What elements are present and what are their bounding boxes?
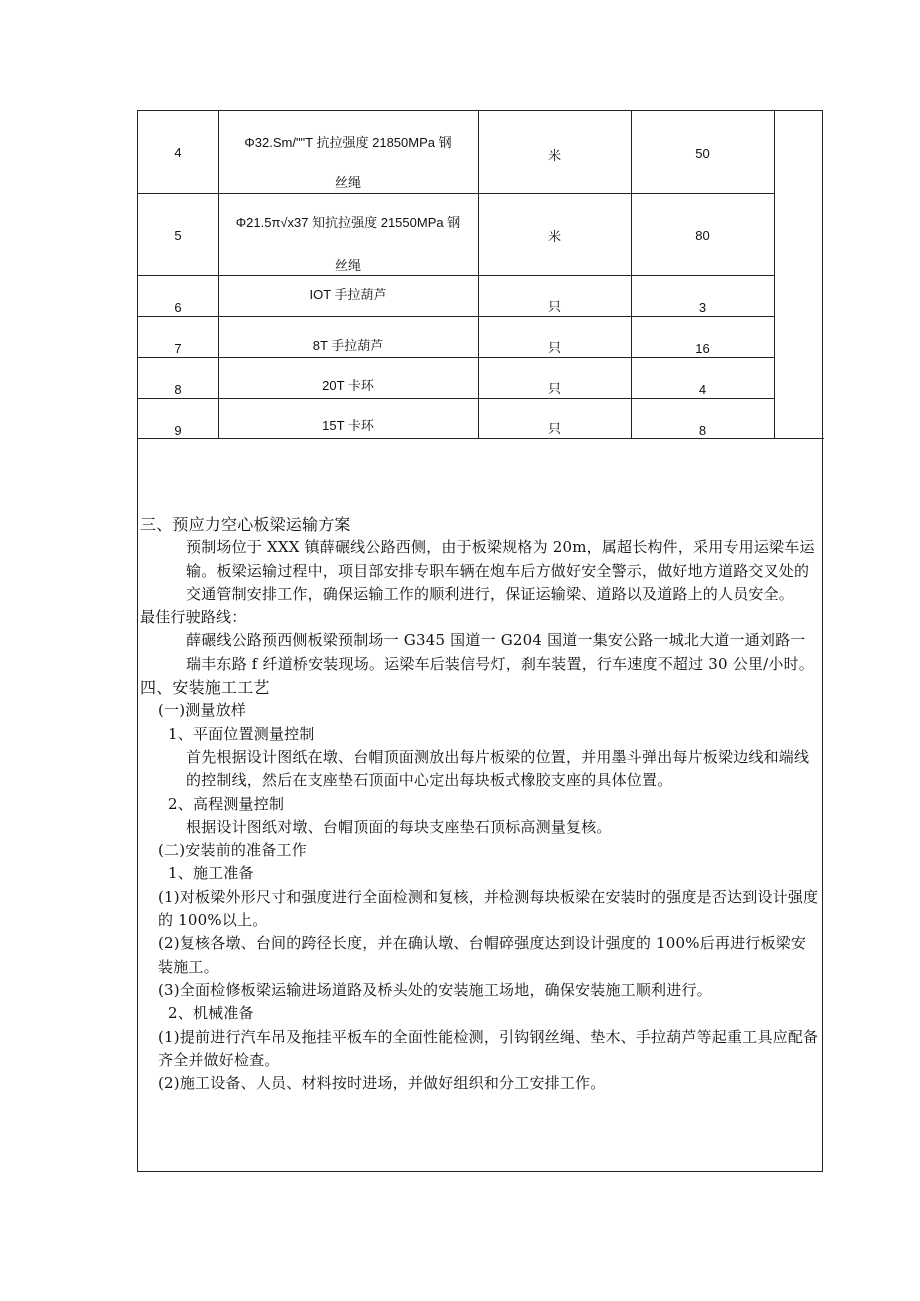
item-qty: 50 <box>695 146 710 161</box>
paragraph: (2)复核各墩、台间的跨径长度，并在确认墩、台帽碎强度达到设计强度的 100%后再进行板梁安装施工。 <box>158 934 807 976</box>
item-unit: 米 <box>547 229 561 244</box>
row-number: 8 <box>174 382 182 397</box>
item-unit: 只 <box>547 299 561 314</box>
item-name-line1: Φ32.Sm/""T 抗拉强度 21850MPa 钢 <box>244 135 452 150</box>
row-number: 5 <box>174 228 182 243</box>
item-heading: 2、高程测量控制 <box>168 794 285 813</box>
item-unit: 米 <box>547 148 561 163</box>
paragraph: (1)提前进行汽车吊及拖挂平板车的全面性能检测，引钩钢丝绳、垫木、手拉葫芦等起重工具应配备齐全并做好检查。 <box>158 1027 819 1069</box>
row-number: 6 <box>174 300 182 315</box>
item-qty: 8 <box>698 423 707 438</box>
section-heading: 四、安装施工工艺 <box>140 678 270 698</box>
item-name-line2: 丝绳 <box>334 175 361 190</box>
table-row-divider <box>138 316 774 317</box>
paragraph: (1)对板梁外形尺寸和强度进行全面检测和复核，并检测每块板梁在安装时的强度是否达到设计强度的 100%以上。 <box>158 887 819 930</box>
item-qty: 80 <box>695 228 710 243</box>
body-text <box>140 513 820 1095</box>
item-heading: 1、平面位置测量控制 <box>168 724 315 743</box>
item-name-line2: 丝绳 <box>334 258 361 273</box>
item-name-line1: Φ21.5π√x37 知抗拉强度 21550MPa 钢 <box>235 215 461 230</box>
item-unit: 只 <box>547 340 561 355</box>
item-unit: 只 <box>547 381 561 396</box>
paragraph: 首先根据设计图纸在墩、台帽顶面测放出每片板梁的位置，并用墨斗弹出每片板梁边线和端线的控制线，然后在支座垫石顶面中心定出每块板式橡胶支座的具体位置。 <box>186 747 810 790</box>
paragraph: (3)全面检修板梁运输进场道路及桥头处的安装施工场地，确保安装施工顺利进行。 <box>158 980 712 999</box>
row-number: 4 <box>174 145 182 160</box>
item-qty: 16 <box>695 341 710 356</box>
item-name: 8T 手拉葫芦 <box>312 338 384 353</box>
item-heading: 2、机械准备 <box>168 1004 254 1023</box>
route-label: 最佳行驶路线： <box>140 608 247 627</box>
item-qty: 4 <box>698 382 707 397</box>
subsection-heading: (二)安装前的准备工作 <box>158 841 307 860</box>
item-heading: 1、施工准备 <box>168 864 254 883</box>
table-col-divider <box>774 111 775 438</box>
paragraph: 根据设计图纸对墩、台帽顶面的每块支座垫石顶标高测量复核。 <box>186 817 612 836</box>
row-number: 7 <box>174 341 182 356</box>
subsection-heading: (一)测量放样 <box>158 701 247 720</box>
item-name: 15T 卡环 <box>322 418 374 433</box>
item-unit: 只 <box>547 421 561 436</box>
section-heading: 三、预应力空心板梁运输方案 <box>140 515 351 534</box>
item-name: 20T 卡环 <box>322 378 374 393</box>
paragraph: 预制场位于 XXX 镇薛碾线公路西侧，由于板梁规格为 20m，属超长构件，采用专用运梁车运输。板梁运输过程中，项目部安排专职车辆在炮车后方做好安全警示，做好地方道路交叉处的交通管制安排工作，确保运输工作的顺利进行，保证运输梁、道路以及道路上的人员安全。 <box>186 538 815 603</box>
item-name: IOT 手拉葫芦 <box>309 287 387 302</box>
row-number: 9 <box>174 423 182 438</box>
paragraph: (2)施工设备、人员、材料按时进场，并做好组织和分工安排工作。 <box>158 1074 606 1093</box>
item-qty: 3 <box>698 300 707 315</box>
paragraph: 薛碾线公路预西侧板梁预制场一 G345 国道一 G204 国道一集安公路一城北大道一通刘路一瑞丰东路 f 纤道桥安装现场。运梁车后装信号灯，刹车装置，行车速度不超过 30 公里/小时。 <box>186 631 814 673</box>
document-frame <box>137 110 823 1172</box>
